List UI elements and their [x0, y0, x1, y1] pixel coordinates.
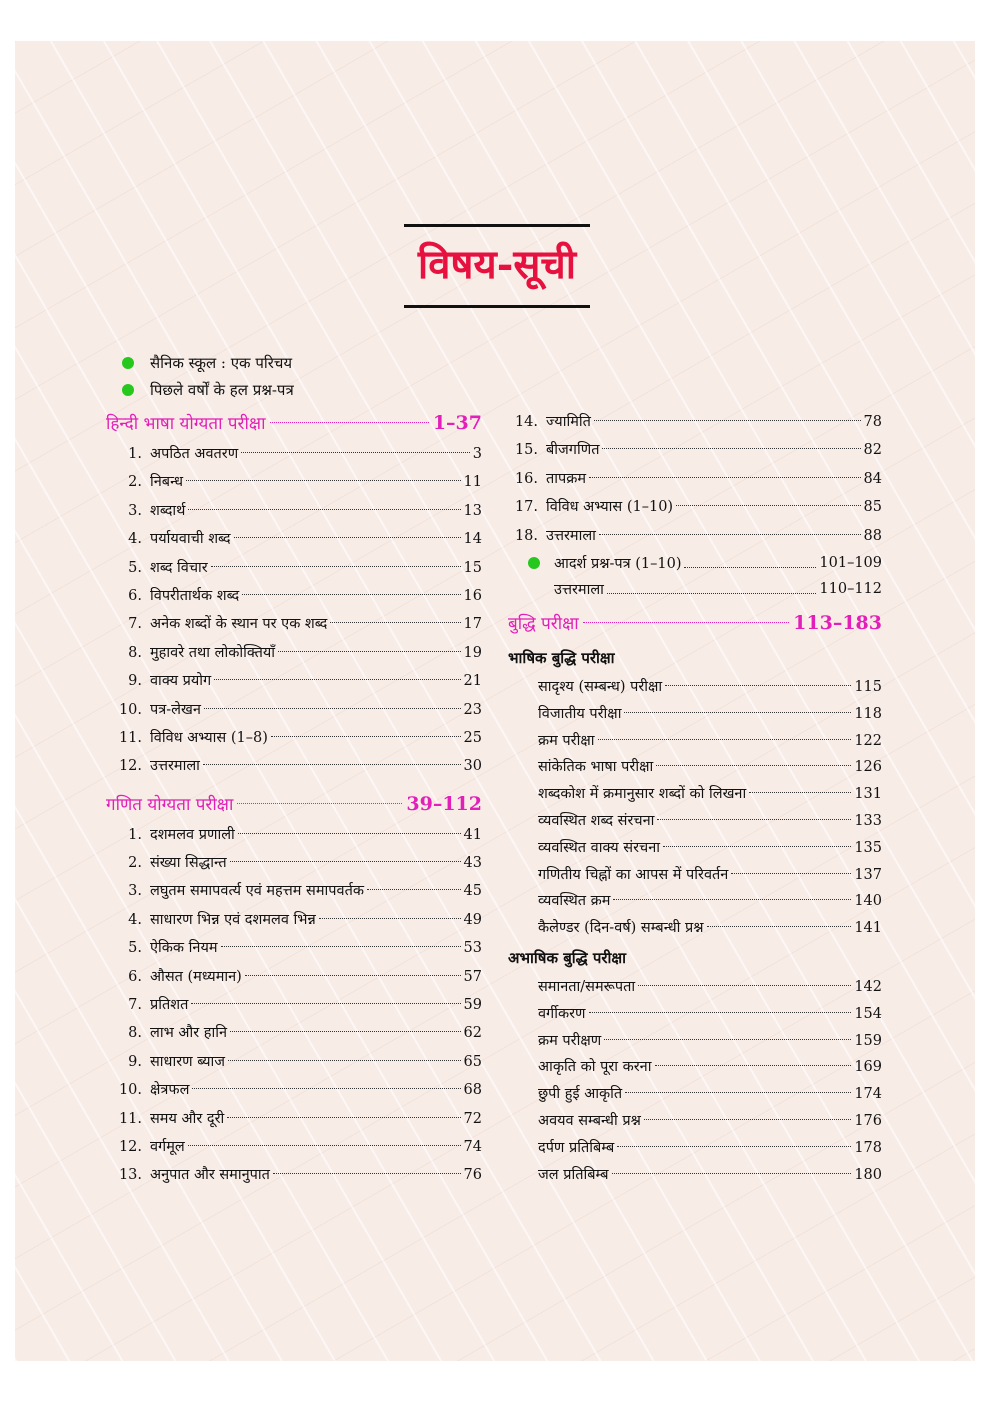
entry-page: 30	[463, 758, 482, 775]
section-pages: 1–37	[432, 412, 482, 434]
entry-label: दशमलव प्रणाली	[150, 826, 235, 843]
bullet-label: सैनिक स्कूल : एक परिचय	[150, 354, 293, 372]
entry-page: 13	[463, 502, 482, 519]
toc-entry	[106, 934, 482, 962]
entry-label: प्रतिशत	[150, 997, 189, 1014]
entry-label: तापक्रम	[546, 470, 587, 487]
toc-entry	[508, 781, 882, 808]
entry-number: 4.	[128, 531, 142, 548]
entry-page: 88	[863, 527, 882, 544]
dot-leader	[192, 1088, 460, 1089]
dot-leader	[625, 1092, 851, 1093]
entry-page: 57	[463, 968, 482, 985]
dot-leader	[242, 594, 460, 595]
section-reasoning	[508, 608, 882, 638]
maths-list	[106, 821, 482, 1190]
toc-entry	[106, 696, 482, 724]
bullet-dot-icon	[122, 357, 134, 369]
entry-page: 53	[463, 940, 482, 957]
entry-number: 4.	[128, 911, 142, 928]
entry-page: 43	[463, 855, 482, 872]
dot-leader	[221, 946, 461, 947]
entry-number: 8.	[128, 644, 142, 661]
dot-leader	[204, 708, 461, 709]
toc-entry	[508, 1054, 882, 1081]
entry-page: 137	[854, 866, 882, 883]
toc-entry	[106, 639, 482, 667]
entry-number: 13.	[118, 1167, 142, 1184]
dot-leader	[583, 622, 789, 623]
entry-page: 141	[854, 920, 882, 937]
entry-page: 174	[854, 1086, 882, 1103]
toc-entry	[508, 915, 882, 942]
entry-page: 76	[463, 1167, 482, 1184]
entry-page: 118	[854, 705, 882, 722]
toc-entry	[508, 862, 882, 889]
dot-leader	[707, 926, 852, 927]
dot-leader	[656, 765, 851, 766]
entry-page: 41	[463, 826, 482, 843]
dot-leader	[604, 1039, 851, 1040]
dot-leader	[191, 1003, 460, 1004]
entry-label: क्रम परीक्षा	[538, 732, 595, 749]
entry-label: लाभ और हानि	[150, 1025, 228, 1042]
entry-page: 82	[863, 442, 882, 459]
entry-page: 62	[463, 1025, 482, 1042]
entry-label: मुहावरे तथा लोकोक्तियाँ	[150, 644, 276, 661]
entry-page: 23	[463, 701, 482, 718]
dot-leader	[228, 1060, 461, 1061]
entry-label: छुपी हुई आकृति	[538, 1086, 623, 1103]
entry-page: 169	[854, 1059, 882, 1076]
entry-page: 11	[463, 474, 482, 491]
entry-label: अनुपात और समानुपात	[150, 1167, 270, 1184]
entry-label: दर्पण प्रतिबिम्ब	[538, 1139, 615, 1156]
entry-label: व्यवस्थित क्रम	[538, 893, 611, 910]
model-answers-page: 110–112	[819, 581, 882, 598]
toc-entry	[508, 408, 882, 436]
entry-page: 154	[854, 1005, 882, 1022]
toc-entry	[106, 468, 482, 496]
section-title: हिन्दी भाषा योग्यता परीक्षा	[106, 414, 266, 434]
entry-page: 78	[863, 414, 882, 430]
model-answers-row	[508, 577, 882, 602]
model-answers-label: उत्तरमाला	[554, 582, 604, 599]
toc-entry	[508, 1135, 882, 1162]
section-title: गणित योग्यता परीक्षा	[106, 794, 234, 815]
dot-leader	[665, 685, 851, 686]
dot-leader	[612, 1173, 852, 1174]
toc-entry	[106, 497, 482, 525]
toc-entry	[508, 1081, 882, 1108]
dot-leader	[214, 679, 460, 680]
dot-leader	[613, 899, 851, 900]
entry-number: 11.	[118, 1110, 142, 1127]
dot-leader	[237, 803, 402, 804]
entry-page: 131	[854, 786, 882, 803]
entry-label: विविध अभ्यास (1–10)	[546, 499, 674, 516]
dot-leader	[188, 509, 460, 510]
section-maths	[106, 789, 482, 819]
entry-label: क्रम परीक्षण	[538, 1032, 602, 1049]
entry-page: 59	[463, 997, 482, 1014]
toc-entry	[508, 674, 882, 701]
section-pages: 113–183	[793, 611, 882, 634]
entry-page: 180	[854, 1166, 882, 1183]
dot-leader	[273, 1173, 461, 1174]
entry-label: जल प्रतिबिम्ब	[538, 1166, 609, 1183]
toc-entry	[106, 582, 482, 610]
toc-entry	[106, 1019, 482, 1047]
dot-leader	[230, 861, 461, 862]
toc-entry	[508, 835, 882, 862]
entry-number: 12.	[118, 1138, 142, 1155]
entry-number: 2.	[128, 474, 142, 491]
entry-page: 74	[463, 1138, 482, 1155]
entry-label: औसत (मध्यमान)	[150, 968, 242, 985]
dot-leader	[319, 918, 461, 919]
verbal-heading: भाषिक बुद्धि परीक्षा	[508, 648, 615, 667]
toc-entry	[508, 974, 882, 1001]
entry-number: 5.	[128, 559, 142, 576]
entry-label: समय और दूरी	[150, 1110, 225, 1127]
model-paper-page: 101–109	[819, 555, 882, 572]
dot-leader	[188, 1145, 461, 1146]
entry-number: 3.	[128, 883, 142, 900]
dot-leader	[203, 764, 461, 765]
dot-leader	[657, 819, 851, 820]
toc-entry	[508, 728, 882, 755]
page-title: विषय-सूची	[417, 241, 577, 288]
toc-entry	[106, 525, 482, 553]
entry-page: 142	[854, 978, 882, 995]
entry-label: विपरीतार्थक शब्द	[150, 587, 240, 604]
entry-page: 17	[463, 616, 482, 633]
dot-leader	[589, 477, 860, 478]
entry-page: 65	[463, 1053, 482, 1070]
entry-label: बीजगणित	[546, 442, 600, 459]
toc-entry	[106, 667, 482, 695]
hindi-list	[106, 440, 482, 781]
dot-leader	[227, 1117, 460, 1118]
entry-page: 16	[463, 587, 482, 604]
entry-label: संख्या सिद्धान्त	[150, 855, 227, 872]
toc-entry	[508, 1162, 882, 1189]
toc-entry	[106, 554, 482, 582]
entry-number: 15.	[514, 442, 538, 459]
entry-label: निबन्ध	[150, 474, 184, 491]
entry-label: लघुतम समापवर्त्य एवं महत्तम समापवर्तक	[150, 883, 364, 900]
toc-entry	[508, 1028, 882, 1055]
entry-page: 135	[854, 839, 882, 856]
entry-page: 178	[854, 1139, 882, 1156]
entry-label: पर्यायवाची शब्द	[150, 531, 231, 548]
toc-entry	[106, 1048, 482, 1076]
dot-leader	[638, 985, 851, 986]
entry-label: ज्यामिति	[546, 414, 591, 430]
dot-leader	[271, 736, 461, 737]
toc-entry	[508, 701, 882, 728]
entry-number: 5.	[128, 940, 142, 957]
entry-label: शब्दकोश में क्रमानुसार शब्दों को लिखना	[538, 786, 747, 803]
dot-leader	[245, 975, 461, 976]
entry-number: 10.	[118, 1082, 142, 1099]
section-pages: 39–112	[406, 792, 482, 815]
entry-number: 2.	[128, 855, 142, 872]
entry-label: व्यवस्थित शब्द संरचना	[538, 812, 655, 829]
toc-entry	[106, 849, 482, 877]
entry-page: 21	[463, 673, 482, 690]
entry-label: गणितीय चिह्नों का आपस में परिवर्तन	[538, 866, 729, 883]
entry-page: 176	[854, 1112, 882, 1129]
dot-leader	[234, 537, 461, 538]
toc-entry	[106, 963, 482, 991]
entry-label: अनेक शब्दों के स्थान पर एक शब्द	[150, 616, 328, 633]
entry-page: 85	[863, 499, 882, 516]
toc-entry	[106, 440, 482, 468]
model-paper-row	[508, 550, 882, 577]
entry-page: 14	[463, 531, 482, 548]
bullet-item-papers	[122, 379, 294, 401]
bullet-dot-icon	[122, 384, 134, 396]
dot-leader	[624, 712, 851, 713]
toc-entry	[106, 906, 482, 934]
toc-entry	[508, 754, 882, 781]
entry-page: 3	[472, 446, 482, 462]
entry-number: 9.	[128, 673, 142, 690]
toc-entry	[106, 1076, 482, 1104]
dot-leader	[278, 651, 460, 652]
entry-number: 9.	[128, 1053, 142, 1070]
dot-leader	[644, 1119, 851, 1120]
dot-leader	[602, 448, 860, 449]
entry-number: 11.	[118, 729, 142, 746]
dot-leader	[211, 566, 461, 567]
toc-entry	[106, 1161, 482, 1189]
entry-page: 140	[854, 893, 882, 910]
toc-entry	[106, 752, 482, 780]
dot-leader	[749, 792, 851, 793]
toc-entry	[508, 1001, 882, 1028]
entry-label: वर्गीकरण	[538, 1005, 586, 1022]
dot-leader	[655, 1065, 852, 1066]
entry-label: समानता/समरूपता	[538, 978, 636, 995]
dot-leader	[731, 873, 851, 874]
toc-entry	[508, 1108, 882, 1135]
entry-label: शब्दार्थ	[150, 502, 186, 519]
entry-page: 115	[854, 678, 882, 695]
entry-page: 72	[463, 1110, 482, 1127]
entry-number: 14.	[514, 414, 538, 430]
entry-number: 1.	[128, 826, 142, 843]
toc-entry	[106, 724, 482, 752]
dot-leader	[599, 534, 861, 535]
entry-number: 8.	[128, 1025, 142, 1042]
toc-right-column	[508, 408, 882, 1188]
entry-label: विविध अभ्यास (1–8)	[150, 729, 268, 746]
toc-entry	[508, 888, 882, 915]
toc-entry	[106, 821, 482, 849]
dot-leader	[594, 420, 861, 421]
entry-page: 122	[854, 732, 882, 749]
nonverbal-list	[508, 974, 882, 1188]
dot-leader	[684, 567, 816, 568]
entry-label: साधारण ब्याज	[150, 1053, 226, 1070]
entry-number: 16.	[514, 470, 538, 487]
dot-leader	[589, 1012, 852, 1013]
entry-page: 49	[463, 911, 482, 928]
entry-number: 10.	[118, 701, 142, 718]
entry-label: उत्तरमाला	[150, 758, 200, 775]
entry-number: 17.	[514, 499, 538, 516]
maths-cont-list	[508, 408, 882, 550]
verbal-list	[508, 674, 882, 942]
entry-number: 7.	[128, 997, 142, 1014]
title-block	[404, 224, 590, 308]
dot-leader	[270, 422, 429, 423]
entry-page: 84	[863, 470, 882, 487]
entry-number: 6.	[128, 587, 142, 604]
entry-label: वर्गमूल	[150, 1138, 185, 1155]
entry-number: 18.	[514, 527, 538, 544]
toc-entry	[508, 808, 882, 835]
entry-page: 159	[854, 1032, 882, 1049]
entry-label: व्यवस्थित वाक्य संरचना	[538, 839, 661, 856]
dot-leader	[230, 1031, 461, 1032]
entry-page: 126	[854, 759, 882, 776]
dot-leader	[663, 846, 851, 847]
entry-label: आकृति को पूरा करना	[538, 1059, 652, 1076]
nonverbal-heading: अभाषिक बुद्धि परीक्षा	[508, 948, 627, 967]
dot-leader	[607, 593, 816, 594]
toc-entry	[508, 465, 882, 493]
entry-number: 3.	[128, 502, 142, 519]
model-paper-label: आदर्श प्रश्न-पत्र (1–10)	[554, 556, 682, 573]
entry-label: अपठित अवतरण	[150, 446, 239, 462]
entry-label: पत्र-लेखन	[150, 701, 201, 718]
entry-page: 68	[463, 1082, 482, 1099]
entry-label: क्षेत्रफल	[150, 1082, 190, 1099]
entry-number: 12.	[118, 758, 142, 775]
dot-leader	[676, 505, 860, 506]
entry-label: शब्द विचार	[150, 559, 208, 576]
toc-entry	[508, 493, 882, 521]
dot-leader	[367, 889, 461, 890]
entry-page: 15	[463, 559, 482, 576]
entry-label: उत्तरमाला	[546, 527, 596, 544]
toc-entry	[106, 1133, 482, 1161]
entry-number: 1.	[128, 446, 142, 462]
toc-entry	[106, 991, 482, 1019]
dot-leader	[238, 833, 461, 834]
dot-leader	[617, 1146, 851, 1147]
dot-leader	[241, 452, 470, 453]
entry-page: 133	[854, 812, 882, 829]
toc-entry	[508, 436, 882, 464]
toc-entry	[106, 1105, 482, 1133]
section-title: बुद्धि परीक्षा	[508, 613, 579, 634]
dot-leader	[598, 739, 852, 740]
entry-label: सांकेतिक भाषा परीक्षा	[538, 759, 654, 776]
bullet-label: पिछले वर्षों के हल प्रश्न-पत्र	[150, 381, 294, 399]
entry-page: 45	[463, 883, 482, 900]
entry-page: 19	[463, 644, 482, 661]
entry-label: विजातीय परीक्षा	[538, 705, 622, 722]
entry-number: 6.	[128, 968, 142, 985]
toc-left-column	[106, 408, 482, 1190]
entry-page: 25	[463, 729, 482, 746]
entry-label: साधारण भिन्न एवं दशमलव भिन्न	[150, 911, 316, 928]
toc-entry	[106, 610, 482, 638]
entry-label: ऐकिक नियम	[150, 940, 218, 957]
entry-label: कैलेण्डर (दिन-वर्ष) सम्बन्धी प्रश्न	[538, 920, 704, 937]
bullet-dot-icon	[528, 557, 540, 569]
entry-number: 7.	[128, 616, 142, 633]
dot-leader	[186, 480, 461, 481]
entry-label: सादृश्य (सम्बन्ध) परीक्षा	[538, 678, 663, 695]
toc-entry	[508, 522, 882, 550]
entry-label: वाक्य प्रयोग	[150, 673, 212, 690]
dot-leader	[330, 622, 460, 623]
section-hindi	[106, 408, 482, 438]
toc-entry	[106, 877, 482, 905]
entry-label: अवयव सम्बन्धी प्रश्न	[538, 1112, 641, 1129]
bullet-item-intro	[122, 352, 292, 374]
